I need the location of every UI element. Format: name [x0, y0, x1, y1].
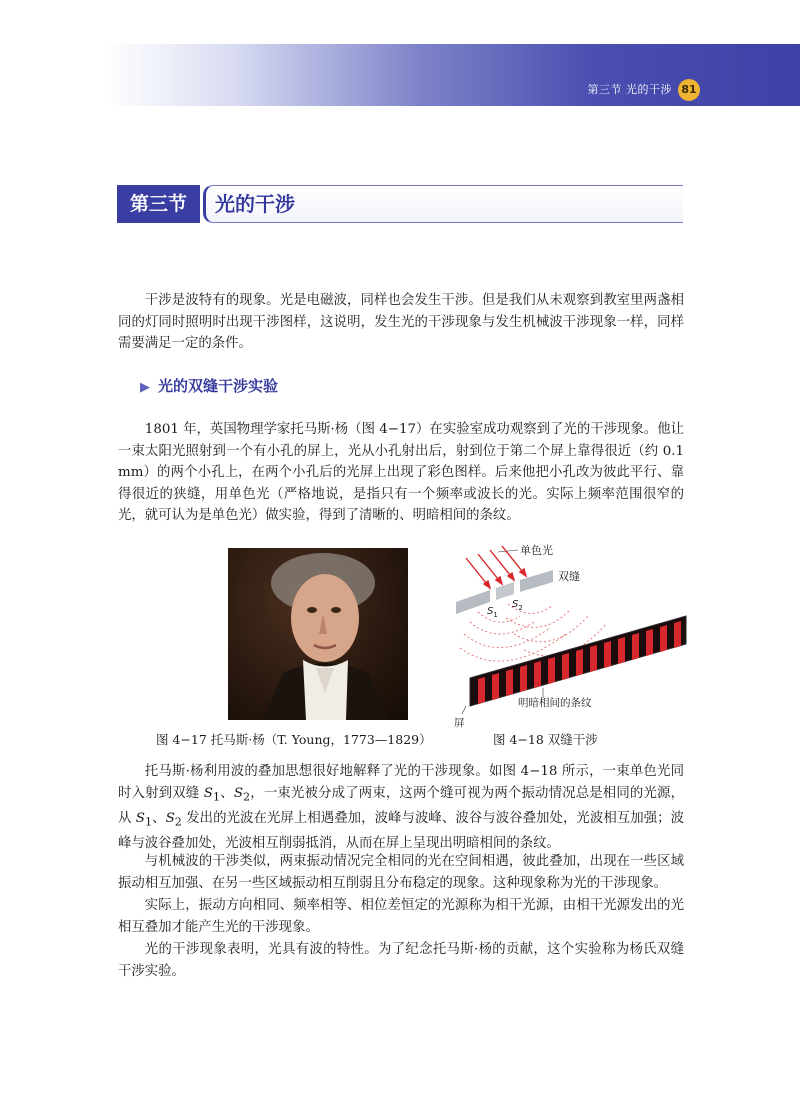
barrier-left — [456, 590, 490, 614]
young-portrait-image — [228, 548, 408, 720]
barrier-middle — [496, 582, 514, 600]
subsection-title: 光的双缝干涉实验 — [158, 377, 279, 395]
section-title: 光的干涉 — [215, 192, 295, 216]
paragraph-coherent-sources: 实际上，振动方向相同、频率相等、相位差恒定的光源称为相干光源，由相干光源发出的光相互叠加才能产生光的干涉现象。 — [118, 898, 684, 935]
leader-mono — [498, 550, 518, 552]
intro-paragraph: 干涉是波特有的现象。光是电磁波，同样也会发生干涉。但是我们从未观察到教室里两盏相同的灯同时照明时出现干涉图样，这说明，发生光的干涉现象与发生机械波干涉现象一样，同样需要满足一定的条件。 — [118, 293, 684, 352]
label-s2: $S_2$ — [512, 599, 523, 612]
double-slit-diagram — [448, 540, 698, 730]
paragraph-young-experiment: 1801 年，英国物理学家托马斯·杨（图 4−17）在实验室成功观察到了光的干涉现象。他让一束太阳光照射到一个有小孔的屏上，光从小孔射出后，射到位于第二个屏上靠得很近（约 0.1 mm）的两个小孔上，在两个小孔后的光屏上出现了彩色图样。后来他把小孔改为彼此平行、靠得很近的狭缝，用单色光（严格地说，是指只有一个频率或波长的光。实际上频率范围很窄的光，就可认为是单色光）做实验，得到了清晰的、明暗相间的条纹。 — [118, 422, 684, 524]
section-number: 第三节 — [117, 185, 200, 223]
incident-rays — [466, 546, 526, 588]
paragraph-young-explanation: 托马斯·杨利用波的叠加思想很好地解释了光的干涉现象。如图 4−18 所示，一束单色光同时入射到双缝 $S_1$、$S_2$，一束光被分成了两束，这两个缝可视为两个振动情况总是相同的光源，从 $S_1$、$S_2$ 发出的光波在光屏上相遇叠加，波峰与波峰、波谷与波谷叠加处，光波相互加强；波峰与波谷叠加处，光波相互削弱抵消，从而在屏上呈现出明暗相间的条纹。 — [118, 764, 684, 852]
page-number-badge: 81 — [678, 79, 700, 101]
running-header: 第三节 光的干涉 — [587, 83, 672, 96]
figure-caption-4-17: 图 4−17 托马斯·杨（T. Young，1773—1829） — [156, 732, 432, 747]
double-slit-svg — [448, 540, 698, 730]
triangle-marker-icon: ▶ — [140, 380, 150, 395]
label-fringes: 明暗相间的条纹 — [518, 697, 592, 709]
figure-caption-4-18: 图 4−18 双缝干涉 — [493, 732, 598, 747]
label-monochromatic-light: 单色光 — [520, 544, 553, 557]
paragraph-interference-definition: 与机械波的干涉类似，两束振动情况完全相同的光在空间相遇，彼此叠加，出现在一些区域振动相互加强、在另一些区域振动相互削弱且分布稳定的现象。这种现象称为光的干涉现象。 — [118, 854, 684, 891]
label-double-slit: 双缝 — [558, 570, 580, 583]
leader-screen — [462, 706, 466, 714]
portrait-drawing — [228, 548, 408, 720]
paragraph-wave-nature: 光的干涉现象表明，光具有波的特性。为了纪念托马斯·杨的贡献，这个实验称为杨氏双缝干涉实验。 — [118, 942, 684, 979]
subsection-heading — [140, 375, 278, 396]
label-s1: $S_1$ — [487, 606, 498, 619]
label-screen: 屏 — [454, 717, 465, 729]
section-heading — [117, 185, 682, 225]
